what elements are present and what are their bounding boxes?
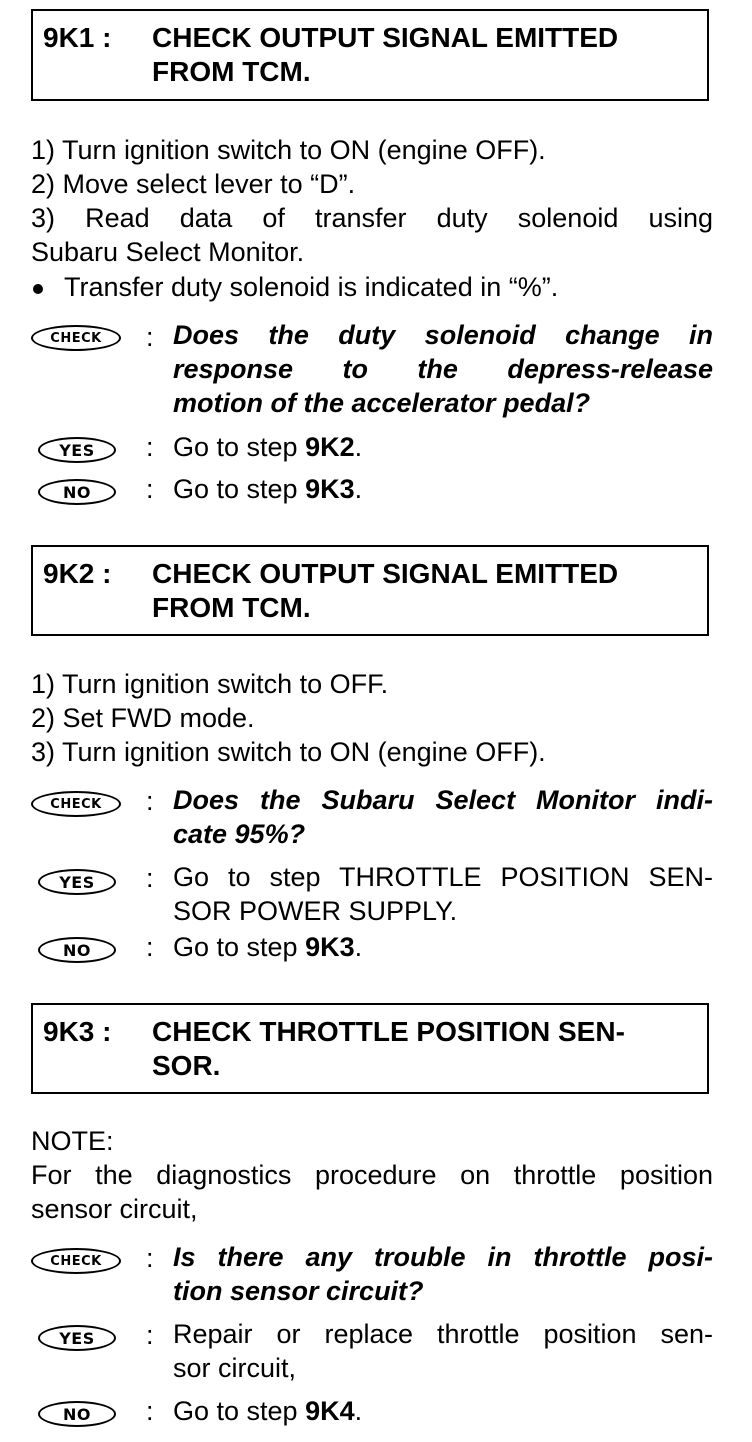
colon: : bbox=[146, 932, 154, 962]
colon: : bbox=[146, 863, 154, 893]
no-icon: NO bbox=[38, 479, 116, 505]
check-question: motion of the accelerator pedal? bbox=[173, 388, 591, 418]
bullet-text: Transfer duty solenoid is indicated in “%”. bbox=[64, 272, 559, 302]
step-header-9k1 bbox=[31, 9, 709, 101]
instruction-line: 1) Turn ignition switch to OFF. bbox=[31, 669, 389, 699]
note-text: For the diagnostics procedure on throttle position bbox=[31, 1160, 713, 1190]
yes-icon: YES bbox=[38, 437, 116, 463]
yes-answer: SOR POWER SUPPLY. bbox=[173, 896, 458, 926]
yes-answer: Go to step THROTTLE POSITION SEN- bbox=[173, 862, 713, 892]
colon: : bbox=[146, 474, 154, 504]
step-header-9k3 bbox=[31, 1003, 709, 1094]
note-text: sensor circuit, bbox=[31, 1194, 198, 1224]
yes-answer: Repair or replace throttle position sen- bbox=[173, 1319, 713, 1349]
check-icon: CHECK bbox=[31, 325, 121, 351]
instruction-line: 1) Turn ignition switch to ON (engine OFF). bbox=[31, 135, 546, 165]
step-link-9k2[interactable]: 9K2 bbox=[305, 432, 355, 462]
yes-answer: sor circuit, bbox=[173, 1353, 297, 1383]
step-title: CHECK OUTPUT SIGNAL EMITTED FROM TCM. bbox=[152, 558, 619, 623]
check-question: cate 95%? bbox=[173, 819, 306, 849]
no-icon: NO bbox=[38, 1401, 116, 1427]
no-answer: Go to step 9K3. bbox=[173, 474, 363, 504]
check-question: response to the depress-release bbox=[173, 354, 713, 384]
check-icon: CHECK bbox=[31, 791, 121, 817]
colon: : bbox=[146, 1320, 154, 1350]
note-label: NOTE: bbox=[31, 1126, 114, 1156]
step-number: 9K1 : bbox=[43, 22, 112, 53]
step-header-9k2 bbox=[31, 545, 709, 636]
colon: : bbox=[146, 322, 154, 352]
instruction-line: 2) Move select lever to “D”. bbox=[31, 169, 356, 199]
step-link-9k3[interactable]: 9K3 bbox=[305, 932, 355, 962]
colon: : bbox=[146, 786, 154, 816]
step-number: 9K2 : bbox=[43, 558, 112, 589]
check-question: Does the duty solenoid change in bbox=[173, 320, 713, 350]
instruction-line: 2) Set FWD mode. bbox=[31, 703, 255, 733]
step-title: CHECK OUTPUT SIGNAL EMITTED FROM TCM. bbox=[152, 22, 619, 87]
colon: : bbox=[146, 1243, 154, 1273]
step-link-9k3[interactable]: 9K3 bbox=[305, 474, 355, 504]
yes-icon: YES bbox=[38, 869, 116, 895]
yes-icon: YES bbox=[38, 1325, 116, 1351]
instruction-line: Subaru Select Monitor. bbox=[31, 237, 305, 267]
step-title: CHECK THROTTLE POSITION SEN- SOR. bbox=[152, 1016, 625, 1081]
no-answer: Go to step 9K4. bbox=[173, 1396, 363, 1426]
step-link-9k4[interactable]: 9K4 bbox=[305, 1396, 355, 1426]
check-question: Does the Subaru Select Monitor indi- bbox=[173, 785, 713, 815]
step-number: 9K3 : bbox=[43, 1016, 112, 1047]
bullet-icon bbox=[33, 284, 43, 294]
check-question: tion sensor circuit? bbox=[173, 1276, 424, 1306]
instruction-line: 3) Turn ignition switch to ON (engine OFF). bbox=[31, 737, 546, 767]
colon: : bbox=[146, 432, 154, 462]
no-icon: NO bbox=[38, 937, 116, 963]
check-icon: CHECK bbox=[31, 1248, 121, 1274]
colon: : bbox=[146, 1396, 154, 1426]
yes-answer: Go to step 9K2. bbox=[173, 432, 363, 462]
check-question: Is there any trouble in throttle posi- bbox=[173, 1242, 713, 1272]
instruction-line: 3) Read data of transfer duty solenoid using bbox=[31, 203, 713, 233]
no-answer: Go to step 9K3. bbox=[173, 932, 363, 962]
